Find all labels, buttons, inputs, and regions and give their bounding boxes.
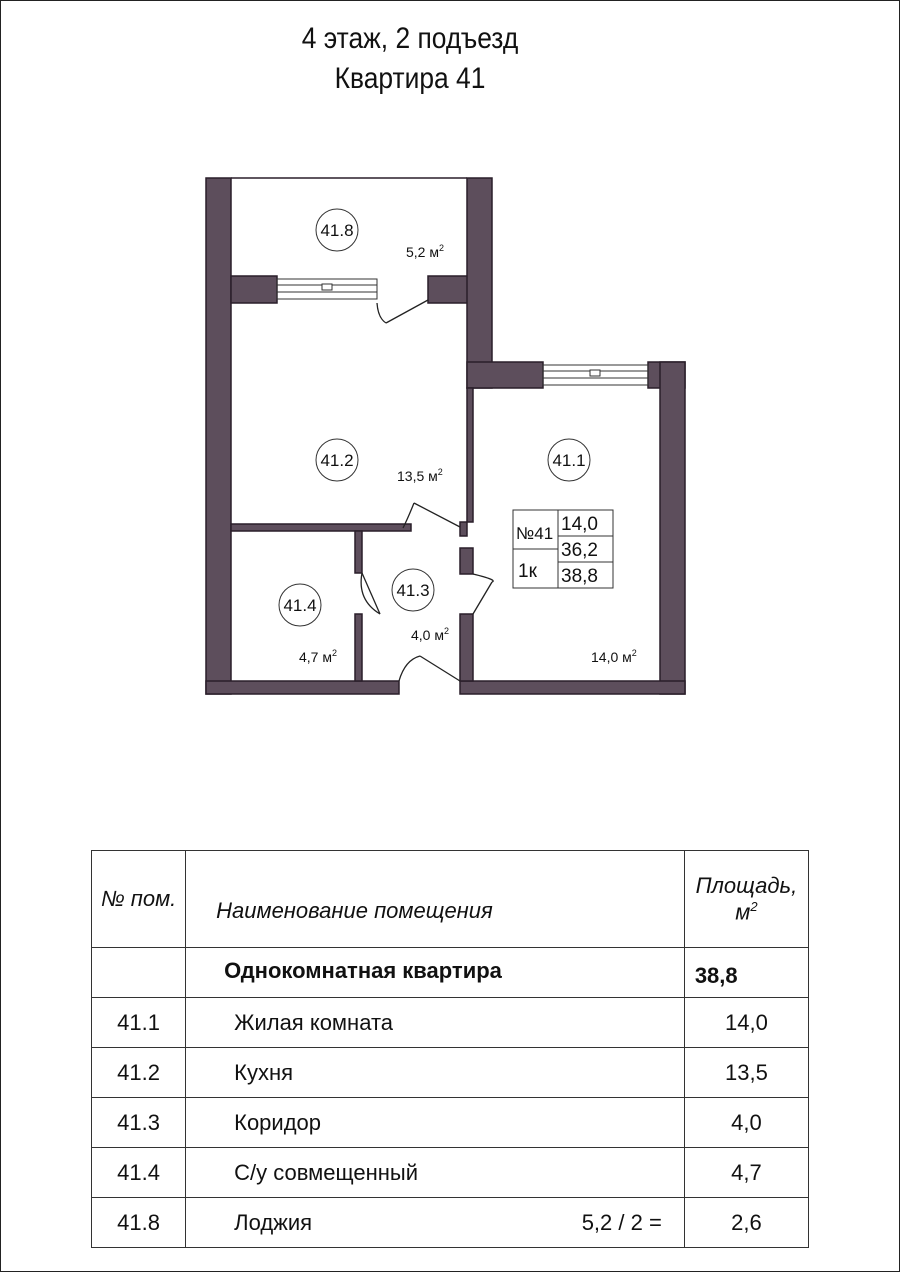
area-41-3: 4,0 $м^2$ — [411, 626, 449, 643]
door-room1-arc — [473, 574, 493, 582]
room-id-41-4: 41.4 — [283, 596, 317, 615]
header-area: Площадь, $м^2$ — [684, 851, 808, 948]
row-name: Коридор — [186, 1098, 685, 1148]
partition-horizontal — [231, 524, 411, 531]
wall-bottom-left — [206, 681, 399, 694]
partition-room1-left — [467, 388, 473, 522]
row-area: 4,0 — [684, 1098, 808, 1148]
row-number: 41.2 — [92, 1048, 186, 1098]
area-41-1: 14,0 $м^2$ — [591, 648, 637, 665]
partition-mid-upper — [460, 548, 473, 574]
area-41-4: 4,7 $м^2$ — [299, 648, 337, 665]
area-41-2: 13,5 $м^2$ — [397, 467, 443, 484]
door-entry-arc — [399, 656, 420, 681]
partition-bath-upper — [355, 531, 362, 573]
partition-mid-lower — [460, 614, 473, 681]
wall-right — [660, 362, 685, 694]
table-row — [92, 1148, 809, 1198]
badge-room-count: 1к — [518, 561, 537, 582]
wall-left — [206, 178, 231, 694]
partition-bath-lower — [355, 614, 362, 681]
row-number: 41.1 — [92, 998, 186, 1048]
door-loggia-leaf — [386, 300, 428, 323]
door-entry-leaf — [420, 656, 460, 681]
header-name: Наименование помещения — [186, 851, 685, 948]
room-marker-41-2 — [316, 439, 358, 481]
room-marker-41-3 — [392, 569, 434, 611]
door-room1-leaf — [473, 582, 492, 614]
row-area: 2,6 — [684, 1198, 808, 1248]
room-marker-41-8 — [316, 209, 358, 251]
badge-apartment-number: №41 — [516, 524, 554, 543]
room-id-41-1: 41.1 — [552, 451, 586, 470]
row-number: 41.3 — [92, 1098, 186, 1148]
row-area: 13,5 — [684, 1048, 808, 1098]
row-area: 14,0 — [684, 998, 808, 1048]
summary-number — [92, 948, 186, 998]
summary-name: Однокомнатная квартира — [186, 948, 685, 998]
room-id-41-2: 41.2 — [320, 451, 354, 470]
window-room-41-1 — [543, 365, 648, 385]
header-number: № пом. — [92, 851, 186, 948]
table-row — [92, 1048, 809, 1098]
room-marker-41-4 — [279, 584, 321, 626]
floor-entrance-title: 4 этаж, 2 подъезд — [301, 22, 519, 55]
row-name: Жилая комната — [186, 998, 685, 1048]
badge-total-area: 38,8 — [561, 566, 598, 587]
explication-table — [91, 850, 809, 1248]
partition-mid-stub — [460, 522, 467, 536]
walls — [206, 178, 685, 694]
wall-room1-top-left — [467, 362, 543, 388]
wall-bottom-right — [460, 681, 685, 694]
wall-loggia-left — [231, 276, 277, 303]
table-summary-row — [92, 948, 809, 998]
row-name: С/у совмещенный — [186, 1148, 685, 1198]
table-row — [92, 998, 809, 1048]
row-number: 41.4 — [92, 1148, 186, 1198]
table-header-row — [92, 851, 809, 948]
window-loggia — [277, 279, 377, 299]
row-number: 41.8 — [92, 1198, 186, 1248]
table-row — [92, 1198, 809, 1248]
summary-area: 38,8 — [684, 948, 808, 998]
room-marker-41-1 — [548, 439, 590, 481]
wall-middle-upper — [467, 178, 492, 388]
row-name: Лоджия 5,2 / 2 = — [186, 1198, 685, 1248]
door-loggia-arc — [377, 303, 386, 323]
wall-loggia-right — [428, 276, 470, 303]
table-row — [92, 1098, 809, 1148]
row-name: Кухня — [186, 1048, 685, 1098]
door-kitchen-leaf — [414, 503, 460, 527]
room-id-41-8: 41.8 — [320, 221, 354, 240]
area-41-8: 5,2 $м^2$ — [406, 243, 444, 260]
badge-area-no-loggia: 36,2 — [561, 540, 598, 561]
badge-living-area: 14,0 — [561, 514, 598, 535]
row-area: 4,7 — [684, 1148, 808, 1198]
apartment-badge — [513, 510, 613, 588]
room-id-41-3: 41.3 — [396, 581, 430, 600]
apartment-title: Квартира 41 — [334, 62, 486, 95]
